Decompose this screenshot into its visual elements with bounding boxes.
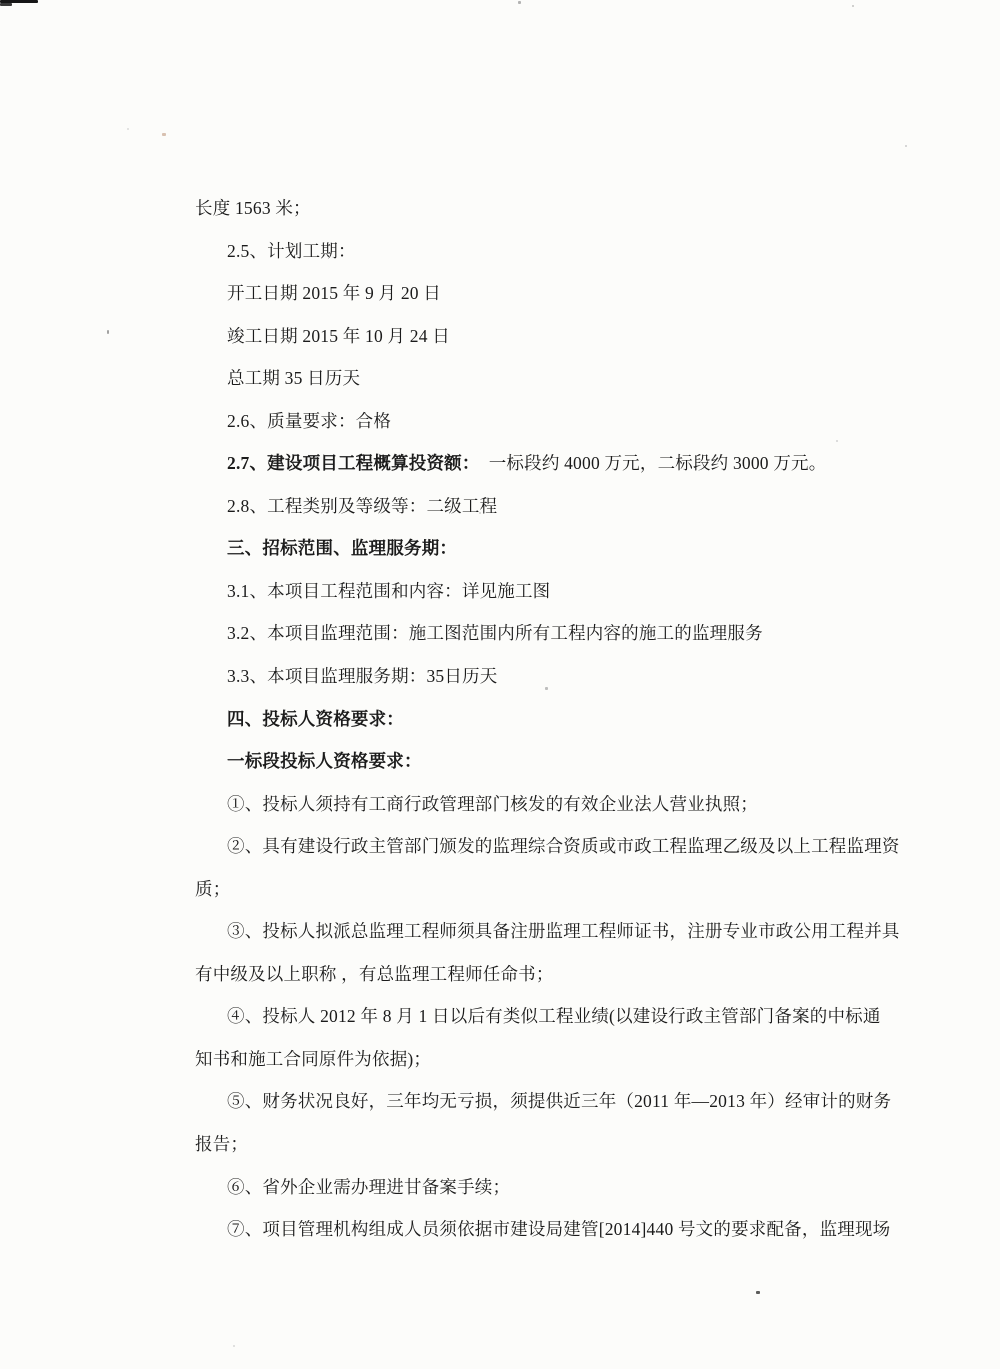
scan-speck: [905, 145, 907, 147]
doc-line-2-7-investment: [195, 442, 895, 485]
scan-speck: [107, 330, 109, 334]
doc-line-req-3-cont: 有中级及以上职称 ，有总监理工程师任命书；: [195, 963, 554, 984]
doc-line-req-7: ⑦、项目管理机构组成人员须依据市建设局建管[2014]440 号文的要求配备，监理现场: [227, 1219, 891, 1240]
scan-artifact: [0, 3, 12, 6]
doc-heading-section-4: 四、投标人资格要求：: [227, 708, 404, 729]
doc-line-2-7-label: 2.7、建设项目工程概算投资额：: [227, 453, 480, 474]
document-body: [195, 187, 900, 1251]
doc-line-req-4-cont: 知书和施工合同原件为依据)；: [195, 1048, 432, 1069]
doc-line-total-duration: 总工期 35 日历天: [227, 368, 361, 389]
doc-line-finish-date: 竣工日期 2015 年 10 月 24 日: [227, 325, 450, 346]
scan-speck: [233, 1345, 235, 1347]
doc-line-2-5-heading: 2.5、计划工期：: [227, 240, 356, 261]
doc-line-3-2-supervision: 3.2、本项目监理范围：施工图范围内所有工程内容的施工的监理服务: [227, 623, 763, 644]
doc-line-req-5-cont: 报告；: [195, 1134, 249, 1155]
doc-line-req-2: ②、具有建设行政主管部门颁发的监理综合资质或市政工程监理乙级及以上工程监理资: [227, 836, 900, 857]
doc-line-req-5: ⑤、财务状况良好，三年均无亏损，须提供近三年（2011 年—2013 年）经审计的财务: [227, 1091, 892, 1112]
doc-line-req-6: ⑥、省外企业需办理进甘备案手续；: [227, 1176, 511, 1197]
scan-speck: [852, 5, 854, 7]
doc-line-req-2-cont: 质；: [195, 878, 231, 899]
scan-speck: [162, 133, 166, 136]
doc-line-3-1-scope: 3.1、本项目工程范围和内容：详见施工图: [227, 580, 551, 601]
doc-line-req-1: ①、投标人须持有工商行政管理部门核发的有效企业法人营业执照；: [227, 793, 758, 814]
scan-speck: [756, 1291, 760, 1294]
scan-speck: [127, 128, 129, 130]
doc-line-2-8-class: 2.8、工程类别及等级等：二级工程: [227, 495, 498, 516]
doc-heading-bid-1-requirements: 一标段投标人资格要求：: [227, 751, 422, 772]
doc-line-2-7-value: 一标段约 4000 万元，二标段约 3000 万元。: [479, 453, 827, 474]
doc-line-req-3: ③、投标人拟派总监理工程师须具备注册监理工程师证书，注册专业市政公用工程并具: [227, 921, 900, 942]
doc-line-2-6-quality: 2.6、质量要求：合格: [227, 410, 392, 431]
doc-line-start-date: 开工日期 2015 年 9 月 20 日: [227, 283, 441, 304]
doc-line-req-4: ④、投标人 2012 年 8 月 1 日以后有类似工程业绩(以建设行政主管部门备案的中标通: [227, 1006, 881, 1027]
doc-line-length: 长度 1563 米；: [195, 198, 311, 218]
doc-line-3-3-period: 3.3、本项目监理服务期：35日历天: [227, 666, 498, 687]
scan-speck: [518, 1, 521, 4]
doc-heading-section-3: 三、招标范围、监理服务期：: [227, 538, 458, 559]
